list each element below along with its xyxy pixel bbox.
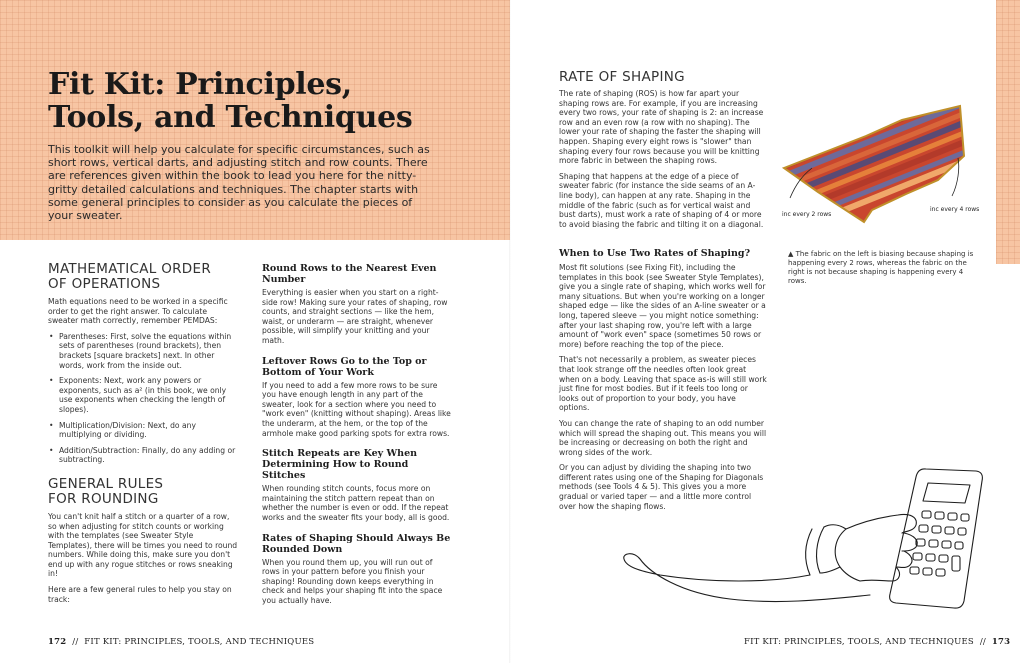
two-rates-body-2: That's not necessarily a problem, as sweater pieces that look strange off the needles often look great when on a body. Leaving that space as-is will still work just fine for most bodies. But if it feels too long or looks out of proportion to your body, you have options. (559, 355, 767, 413)
ros-body-1: The rate of shaping (ROS) is how far apart your shaping rows are. For example, if you are increasing every two rows, your rate of shaping is 2: an increase row and an even row (a row with no shaping). The lower your rate of shaping the faster the shaping will happen. Shaping every eight rows is "slower" than shaping every four rows because you will be knitting more fabric in between the shaping rows. (559, 89, 764, 166)
intro-paragraph: This toolkit will help you calculate for specific circumstances, such as short rows, vertical darts, and adjusting stitch and row counts. There are references given within the book to lead you here for the nitty-gritty detailed calculations and techniques. The chapter starts with some general principles to consider as you calculate the pieces of your sweater. (48, 143, 430, 223)
rounding-body-2: Here are a few general rules to help you stay on track: (48, 585, 232, 604)
list-item: • Multiplication/Division: Next, do any multiplying or dividing. (59, 421, 238, 440)
stitch-heading: Stitch Repeats are Key When Determining How to Round Stitches (262, 448, 418, 482)
list-item: • Addition/Subtraction: Finally, do any adding or subtracting. (59, 446, 238, 465)
calculator-hand-illustration (620, 455, 992, 625)
running-title-left: FIT KIT: PRINCIPLES, TOOLS, AND TECHNIQUES (84, 637, 315, 647)
math-heading (48, 262, 238, 292)
two-rates-body-3: You can change the rate of shaping to an odd number which will spread the shaping out. This means you will be increasing or decreasing on both the right and wrong sides of the work. (559, 418, 767, 457)
image-caption: ▲ The fabric on the left is biasing because shaping is happening every 2 rows, whereas the fabric on the right is not because shaping is happening every 4 rows. (788, 250, 974, 285)
edge-grid-band (996, 0, 1020, 264)
math-heading-line-1: MATHEMATICAL ORDER (48, 261, 212, 277)
page-gutter (509, 0, 511, 663)
rows-heading: Round Rows to the Nearest Even Number (262, 263, 437, 285)
rounding-heading (48, 477, 238, 507)
rounding-body-1: You can't knit half a stitch or a quarter of a row, so when adjusting for stitch counts or working with the templates (see Sweater Style Templates), there will be times you need to round numbers. While doing this, make sure you don't end up with any rogue stitches or rows sneaking in! (48, 511, 238, 579)
right-footer (744, 637, 1010, 647)
left-footer (48, 637, 314, 647)
calculator-keys (910, 511, 969, 576)
leftover-heading: Leftover Rows Go to the Top or Bottom of Your Work (262, 355, 427, 378)
list-item: • Parentheses: First, solve the equations within sets of parentheses (round brackets), then brackets [square brackets] next. In other words, work from the inside out. (59, 332, 238, 370)
title-line-1: Fit Kit: Principles, (48, 67, 352, 102)
footer-separator: // (72, 637, 79, 647)
page-number-left: 172 (48, 637, 67, 647)
leftover-body: If you need to add a few more rows to be sure you have enough length in any part of the sweater, look for a section where you need to "work even" (knitting without shaping). Areas like the underarm, at the hem, or the top of the armhole make good parking spots for extra rows. (262, 380, 451, 438)
rates-body: When you round them up, you will run out of rows in your pattern before you finish your shaping! Rounding down keeps everything in check and helps your shaping fit into the space you actually have. (262, 557, 443, 605)
math-body: Math equations need to be worked in a specific order to get the right answer. To calculate sweater math correctly, remember PEMDAS: (48, 297, 228, 326)
two-rates-heading: When to Use Two Rates of Shaping? (559, 248, 751, 259)
page-title (48, 68, 488, 134)
running-title-right: FIT KIT: PRINCIPLES, TOOLS, AND TECHNIQUES (744, 637, 974, 647)
rates-heading: Rates of Shaping Should Always Be Rounded Down (262, 532, 451, 555)
page-number-right: 173 (991, 637, 1011, 647)
left-column (48, 262, 238, 604)
title-line-2: Tools, and Techniques (48, 100, 413, 135)
ros-heading: RATE OF SHAPING (559, 69, 685, 85)
middle-column (262, 263, 452, 605)
two-rates-body-4: Or you can adjust by dividing the shaping into two different rates using one of the Shaping for Diagonals methods (see Tools 4 & 5). This gives you a more gradual or varied taper — and a little more control over how the shaping flows. (559, 463, 764, 511)
label-inc-every-2: inc every 2 rows (782, 211, 832, 218)
ros-section (559, 70, 764, 229)
rows-body: Everything is easier when you start on a right-side row! Making sure your rates of shaping, row counts, and straight sections — like the hem, waist, or underarm — are straight, whenever possible, will simplify your knitting and your math. (262, 288, 448, 345)
stitch-body: When rounding stitch counts, focus more on maintaining the stitch pattern repeat than on whether the number is even or odd. If the repeat works and the sweater fits your body, all is good. (262, 484, 450, 522)
label-inc-every-4: inc every 4 rows (930, 206, 980, 213)
rounding-heading-line-2: FOR ROUNDING (48, 490, 159, 507)
pemdas-list (48, 332, 238, 465)
list-item: • Exponents: Next, work any powers or exponents, such as a² (in this book, we only use exponents when checking the length of slopes). (59, 376, 238, 414)
two-rates-body-1: Most fit solutions (see Fixing Fit), including the templates in this book (see Sweater Style Templates), give you a single rate of shaping, which works well for many situations. But when you're working on a longer shaped edge — like the sides of an A-line sweater or a long, tapered sleeve — you might notice something: after your last shaping row, you're left with a large amount of "work even" space (sometimes 50 rows or more) before reaching the top of the piece. (559, 263, 766, 349)
footer-separator: // (979, 637, 986, 647)
ros-body-2: Shaping that happens at the edge of a piece of sweater fabric (for instance the side seams of an A-line body), can happen at any rate. Shaping in the middle of the fabric (such as for vertical waist and bust darts), must work a rate of shaping of 4 or more to avoid biasing the fabric and tilting it on a diagonal. (559, 171, 764, 229)
math-heading-line-2: OF OPERATIONS (48, 276, 161, 292)
rounding-heading-line-1: GENERAL RULES (48, 475, 164, 492)
